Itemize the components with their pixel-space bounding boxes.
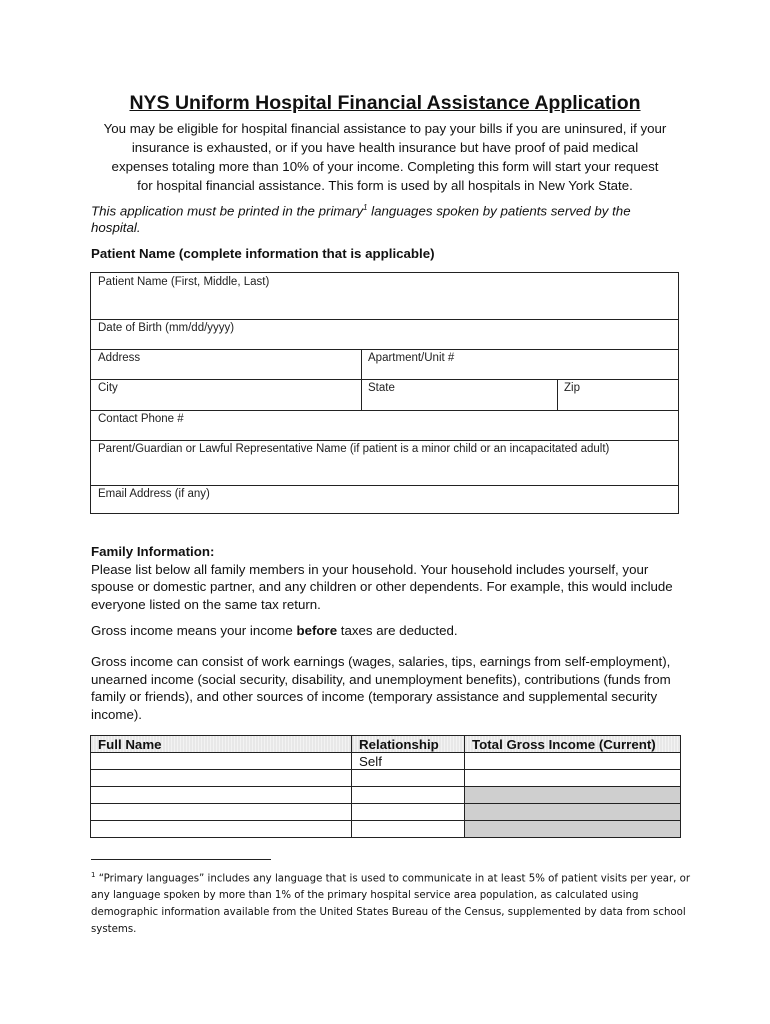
table-row bbox=[91, 770, 681, 787]
family-section bbox=[91, 543, 691, 613]
intro-line: for hospital financial assistance. This form is used by all hospitals in New York State. bbox=[137, 178, 633, 193]
relationship-cell[interactable] bbox=[352, 770, 465, 787]
apartment-field[interactable] bbox=[361, 349, 678, 379]
patient-name-label: Patient Name (First, Middle, Last) bbox=[98, 276, 270, 288]
dob-label: Date of Birth (mm/dd/yyyy) bbox=[98, 322, 235, 334]
full-name-cell[interactable] bbox=[91, 821, 352, 838]
language-note-text: This application must be printed in the primary bbox=[91, 203, 363, 219]
family-members-table bbox=[90, 735, 681, 838]
gross-income-cell[interactable] bbox=[465, 821, 681, 838]
address-field[interactable] bbox=[91, 349, 361, 379]
family-paragraph-2 bbox=[91, 622, 691, 640]
table-row bbox=[91, 753, 681, 770]
full-name-cell[interactable] bbox=[91, 787, 352, 804]
gross-income-cell[interactable] bbox=[465, 770, 681, 787]
footnote-text: “Primary languages” includes any language that is used to communicate in at least 5% of patient visits per year, or any language spoken by more than 1% of the primary hospital service area population, as calculated using demographic information available from the United States Bureau of the Census, supplemented by data from school systems. bbox=[91, 873, 691, 936]
intro-line: expenses totaling more than 10% of your income. Completing this form will start your request bbox=[111, 159, 659, 174]
full-name-cell[interactable] bbox=[91, 753, 352, 770]
before-emphasis: before bbox=[296, 623, 338, 638]
table-header-row bbox=[91, 736, 681, 753]
table-row bbox=[91, 821, 681, 838]
zip-field[interactable] bbox=[557, 379, 678, 410]
state-field[interactable] bbox=[361, 379, 557, 410]
footnote-number: 1 bbox=[91, 871, 96, 879]
zip-label: Zip bbox=[564, 382, 580, 394]
language-note-text-end: languages spoken by patients served by the hospital. bbox=[91, 203, 631, 236]
gross-income-header: Total Gross Income (Current) bbox=[465, 736, 681, 753]
guardian-label: Parent/Guardian or Lawful Representative Name (if patient is a minor child or an incapacitated adult) bbox=[98, 443, 610, 455]
apartment-label: Apartment/Unit # bbox=[368, 352, 455, 364]
gross-income-cell[interactable] bbox=[465, 804, 681, 821]
address-label: Address bbox=[98, 352, 141, 364]
footnote-marker: 1 bbox=[362, 203, 368, 212]
patient-info-form bbox=[90, 272, 679, 514]
table-row bbox=[91, 804, 681, 821]
full-name-cell[interactable] bbox=[91, 804, 352, 821]
city-label: City bbox=[98, 382, 118, 394]
family-paragraph-1: Please list below all family members in your household. Your household includes yourself, your spouse or domestic partner, and any children or other dependents. For example, this would include everyone listed on the same tax return. bbox=[91, 561, 673, 612]
intro-line: You may be eligible for hospital financial assistance to pay your bills if you are uninsured, if your bbox=[103, 121, 667, 136]
footnote-divider bbox=[91, 859, 271, 860]
relationship-header: Relationship bbox=[352, 736, 465, 753]
intro-paragraph bbox=[85, 119, 685, 195]
state-label: State bbox=[368, 382, 395, 394]
relationship-cell[interactable]: Self bbox=[352, 753, 465, 770]
patient-name-field[interactable] bbox=[91, 273, 678, 319]
city-field[interactable] bbox=[91, 379, 361, 410]
page-title: NYS Uniform Hospital Financial Assistance Application bbox=[129, 92, 641, 114]
family-paragraph-3: Gross income can consist of work earnings (wages, salaries, tips, earnings from self-employment), unearned income (social security, disability, and unemployment benefits), contributions (funds from family or friends), and other sources of income (temporary assistance and supplemental security income). bbox=[91, 654, 671, 722]
relationship-cell[interactable] bbox=[352, 787, 465, 804]
intro-line: insurance is exhausted, or if you have health insurance but have proof of paid medical bbox=[131, 140, 639, 155]
family-section-heading: Family Information: bbox=[91, 544, 215, 559]
full-name-header: Full Name bbox=[91, 736, 352, 753]
gross-income-text-end: taxes are deducted. bbox=[337, 623, 458, 638]
relationship-cell[interactable] bbox=[352, 821, 465, 838]
footnote bbox=[91, 867, 691, 938]
email-field[interactable] bbox=[91, 485, 678, 513]
phone-field[interactable] bbox=[91, 410, 678, 440]
full-name-cell[interactable] bbox=[91, 770, 352, 787]
gross-income-cell[interactable] bbox=[465, 787, 681, 804]
guardian-field[interactable] bbox=[91, 440, 678, 485]
table-row bbox=[91, 787, 681, 804]
phone-label: Contact Phone # bbox=[98, 413, 184, 425]
language-note bbox=[91, 199, 681, 236]
relationship-cell[interactable] bbox=[352, 804, 465, 821]
patient-section-heading: Patient Name (complete information that is applicable) bbox=[91, 246, 435, 261]
email-label: Email Address (if any) bbox=[98, 488, 210, 500]
dob-field[interactable] bbox=[91, 319, 678, 349]
gross-income-text: Gross income means your income bbox=[91, 623, 297, 638]
gross-income-cell[interactable] bbox=[465, 753, 681, 770]
